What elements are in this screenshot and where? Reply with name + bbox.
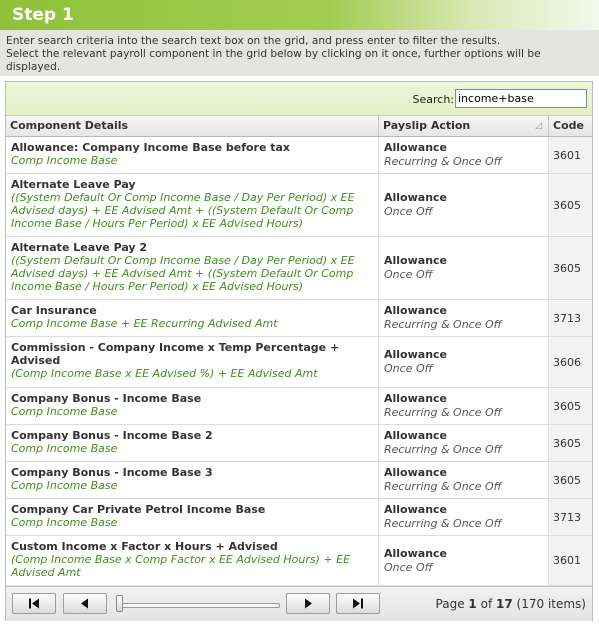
action-type: Allowance — [384, 429, 448, 442]
action-cell — [379, 425, 549, 461]
component-name: Alternate Leave Pay — [11, 178, 136, 191]
search-input[interactable] — [455, 89, 587, 108]
component-name: Commission - Company Income x Temp Percentage + Advised — [11, 341, 340, 367]
table-row[interactable] — [6, 237, 592, 300]
action-frequency: Once Off — [384, 560, 433, 574]
action-type: Allowance — [384, 191, 448, 204]
action-frequency: Once Off — [384, 268, 433, 281]
action-cell — [379, 174, 549, 236]
table-row[interactable] — [6, 388, 592, 425]
action-frequency: Recurring & Once Off — [384, 155, 502, 168]
search-bar — [6, 82, 592, 115]
code-cell: 3713 — [549, 300, 592, 336]
component-cell — [6, 388, 379, 424]
component-formula: Comp Income Base — [11, 154, 118, 167]
action-type: Allowance — [384, 304, 448, 317]
action-cell — [379, 300, 549, 336]
column-header-action[interactable] — [379, 116, 549, 136]
instructions-line-1: Enter search criteria into the search text box on the grid, and press enter to filter the results. — [6, 35, 501, 47]
table-row[interactable] — [6, 137, 592, 174]
action-type: Allowance — [384, 141, 448, 154]
action-frequency: Recurring & Once Off — [384, 517, 502, 530]
prev-page-button[interactable] — [63, 593, 107, 614]
page-slider-thumb[interactable] — [116, 595, 123, 612]
table-row[interactable] — [6, 300, 592, 337]
next-page-icon — [303, 598, 313, 609]
component-formula: Comp Income Base — [11, 405, 118, 418]
component-name: Allowance: Company Income Base before tax — [11, 141, 291, 154]
table-row[interactable] — [6, 425, 592, 462]
first-page-icon — [27, 598, 41, 609]
component-cell — [6, 237, 379, 299]
search-label: Search: — [412, 93, 454, 106]
action-type: Allowance — [384, 348, 448, 361]
last-page-button[interactable] — [336, 593, 380, 614]
component-name: Car Insurance — [11, 304, 97, 317]
action-type: Allowance — [384, 466, 448, 479]
pager-bar — [6, 586, 592, 621]
component-name: Alternate Leave Pay 2 — [11, 241, 148, 254]
component-formula: Comp Income Base — [11, 442, 118, 455]
component-cell — [6, 462, 379, 498]
component-cell — [6, 137, 379, 173]
step-header — [0, 0, 599, 30]
action-type: Allowance — [384, 392, 448, 405]
component-cell — [6, 425, 379, 461]
action-frequency: Recurring & Once Off — [384, 480, 502, 493]
code-cell: 3605 — [549, 462, 592, 498]
code-cell: 3605 — [549, 174, 592, 236]
action-cell — [379, 137, 549, 173]
first-page-button[interactable] — [12, 593, 56, 614]
code-cell: 3605 — [549, 237, 592, 299]
action-cell — [379, 536, 549, 585]
component-formula: Comp Income Base — [11, 516, 118, 529]
component-formula: ((System Default Or Comp Income Base / Day Per Period) x EE Advised days) + EE Advised Amt + ((System Default Or Comp Income Base / Hours Per Period) x EE Advised Hours) — [11, 191, 355, 230]
component-name: Company Bonus - Income Base 3 — [11, 466, 213, 479]
action-type: Allowance — [384, 546, 448, 560]
component-formula: (Comp Income Base x EE Advised %) + EE Advised Amt — [11, 367, 318, 380]
column-header-component[interactable]: Component Details — [6, 116, 379, 136]
action-cell — [379, 462, 549, 498]
component-cell — [6, 536, 379, 585]
code-cell: 3713 — [549, 499, 592, 535]
of-label: of — [480, 597, 493, 611]
prev-page-icon — [80, 598, 90, 609]
table-row[interactable] — [6, 499, 592, 536]
last-page-icon — [351, 598, 365, 609]
component-formula: ((System Default Or Comp Income Base / Day Per Period) x EE Advised days) + EE Advised Amt + ((System Default Or Comp Income Base / Hours Per Period) x EE Advised Hours) — [11, 254, 355, 293]
component-name: Company Bonus - Income Base — [11, 392, 202, 405]
action-cell — [379, 337, 549, 387]
instructions-panel — [0, 30, 599, 76]
action-type: Allowance — [384, 503, 448, 516]
column-header-row — [6, 115, 592, 137]
table-row[interactable] — [6, 462, 592, 499]
component-cell — [6, 337, 379, 387]
component-grid — [5, 81, 593, 621]
action-frequency: Recurring & Once Off — [384, 318, 502, 331]
action-cell — [379, 388, 549, 424]
page-slider-track[interactable] — [118, 603, 280, 608]
action-cell — [379, 237, 549, 299]
page-label: Page — [435, 597, 465, 611]
component-cell — [6, 499, 379, 535]
component-formula: Comp Income Base + EE Recurring Advised Amt — [11, 317, 278, 330]
component-name: Custom Income x Factor x Hours + Advised — [11, 540, 278, 553]
code-cell: 3605 — [549, 388, 592, 424]
component-cell — [6, 174, 379, 236]
action-frequency: Once Off — [384, 205, 433, 218]
code-cell: 3606 — [549, 337, 592, 387]
step-title: Step 1 — [12, 5, 74, 25]
action-cell — [379, 499, 549, 535]
code-cell: 3601 — [549, 536, 592, 585]
component-name: Company Bonus - Income Base 2 — [11, 429, 213, 442]
code-cell: 3605 — [549, 425, 592, 461]
column-header-action-label: Payslip Action — [383, 119, 471, 132]
component-name: Company Car Private Petrol Income Base — [11, 503, 266, 516]
table-row[interactable] — [6, 174, 592, 237]
sort-indicator-icon: ◿ — [535, 121, 542, 131]
action-frequency: Recurring & Once Off — [384, 406, 502, 419]
table-row[interactable] — [6, 536, 592, 586]
action-frequency: Once Off — [384, 362, 433, 375]
code-cell: 3601 — [549, 137, 592, 173]
action-frequency: Recurring & Once Off — [384, 443, 502, 456]
instructions-line-2: Select the relevant payroll component in the grid below by clicking on it once, further options will be displayed. — [6, 48, 541, 73]
page-info — [436, 597, 586, 611]
component-formula: Comp Income Base — [11, 479, 118, 492]
action-type: Allowance — [384, 254, 448, 267]
component-formula: (Comp Income Base x Comp Factor x EE Advised Hours) + EE Advised Amt — [11, 553, 351, 579]
column-header-code[interactable]: Code — [553, 119, 584, 132]
total-pages: 17 — [496, 597, 513, 611]
item-count: (170 items) — [516, 597, 586, 611]
current-page: 1 — [468, 597, 477, 611]
table-row[interactable] — [6, 337, 592, 388]
next-page-button[interactable] — [286, 593, 330, 614]
component-cell — [6, 300, 379, 336]
